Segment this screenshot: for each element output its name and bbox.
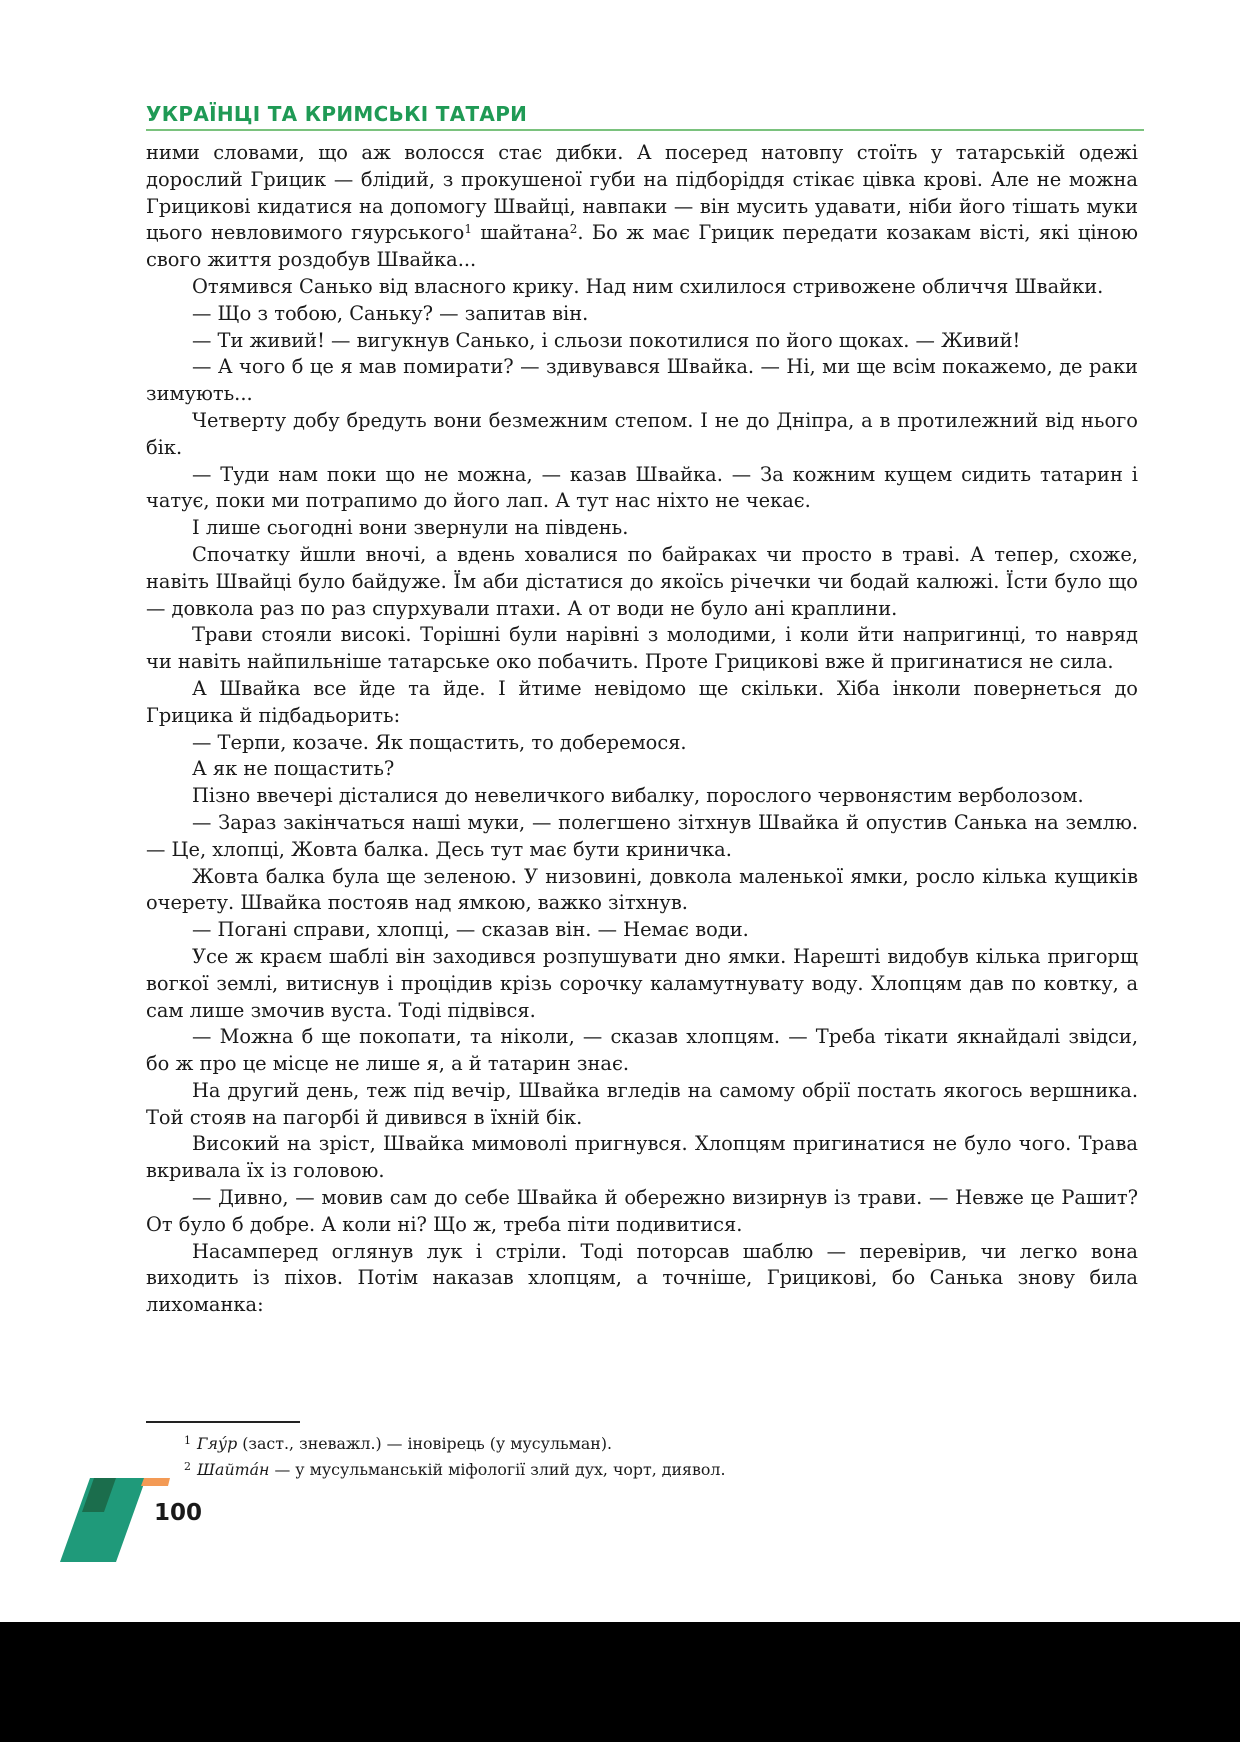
paragraph: Четверту добу бредуть вони безмежним степом. І не до Дніпра, а в протилежний від нього бік. bbox=[146, 408, 1138, 459]
paragraph-text: шайтана bbox=[471, 221, 570, 245]
paragraph: — Туди нам поки що не можна, — казав Швайка. — За кожним кущем сидить татарин і чатує, поки ми потрапимо до його лап. А тут нас ніхто не чекає. bbox=[146, 462, 1138, 513]
paragraph-text: . Бо ж має Грицик передати козакам вісті, які ціною свого життя роздобув Швайка... bbox=[146, 221, 1139, 272]
footnote-ref-2[interactable]: 2 bbox=[569, 222, 578, 237]
paragraph: Насамперед оглянув лук і стріли. Тоді поторсав шаблю — перевірив, чи легко вона виходить із піхов. Потім наказав хлопцям, а точніше, Грицикові, бо Санька знову била лихоманка: bbox=[146, 1239, 1138, 1317]
footnote-2 bbox=[146, 1457, 1136, 1483]
running-head-title: УКРАЇНЦІ ТА КРИМСЬКІ ТАТАРИ bbox=[146, 102, 528, 126]
footnote-text: (заст., зневажл.) — іновірець (у мусульман). bbox=[237, 1434, 613, 1453]
deco-shape-orange bbox=[141, 1478, 170, 1486]
paragraph: А як не пощастить? bbox=[192, 757, 395, 781]
paragraph: — А чого б це я мав помирати? — здивувався Швайка. — Ні, ми ще всім покажемо, де раки зимують... bbox=[146, 355, 1138, 406]
footnote-1 bbox=[146, 1431, 1136, 1457]
paragraph: Жовта балка була ще зеленою. У низовині, довкола маленької ямки, росло кілька кущиків очерету. Швайка постояв над ямкою, важко зітхнув. bbox=[146, 864, 1138, 915]
paragraph: — Ти живий! — вигукнув Санько, і сльози покотилися по його щоках. — Живий! bbox=[192, 328, 1021, 352]
paragraph: — Дивно, — мовив сам до себе Швайка й обережно визирнув із трави. — Невже це Рашит? От було б добре. А коли ні? Що ж, треба піти подивитися. bbox=[146, 1186, 1138, 1236]
paragraph: — Зараз закінчаться наші муки, — полегшено зітхнув Швайка й опустив Санька на землю. — Це, хлопці, Жовта балка. Десь тут має бути криничка. bbox=[146, 810, 1138, 861]
paragraph: Отямився Санько від власного крику. Над ним схилилося стривожене обличчя Швайки. bbox=[192, 274, 1104, 298]
footnote-mark: 1 bbox=[184, 1434, 191, 1447]
paragraph: Усе ж краєм шаблі він заходився розпушувати дно ямки. Нарешті видобув кілька пригорщ вогкої землі, витиснув і процідив крізь сорочку каламутнувату воду. Хлопцям дав по ковтку, а сам лише змочив вуста. Тоді підвівся. bbox=[146, 944, 1138, 1022]
footnote-text: — у мусульманській міфології злий дух, чорт, диявол. bbox=[269, 1460, 726, 1479]
page-number: 100 bbox=[154, 1500, 203, 1526]
paragraph: Спочатку йшли вночі, а вдень ховалися по байраках чи просто в траві. А тепер, схоже, навіть Швайці було байдуже. Їм аби дістатися до якоїсь річечки чи бодай калюжі. Їсти було що — довкола раз по раз спурхували птахи. А от води не було ані краплини. bbox=[146, 542, 1138, 620]
footnote-divider bbox=[146, 1421, 300, 1423]
paragraph: — Можна б ще покопати, та ніколи, — сказав хлопцям. — Треба тікати якнайдалі звідси, бо ж про це місце не лише я, а й татарин знає. bbox=[146, 1025, 1138, 1076]
paragraph-text: ними словами, що аж волосся стає дибки. А посеред натовпу стоїть у татарській одежі дорослий Грицик — блідий, з прокушеної губи на підборіддя стікає цівка крові. Але не можна Грицикові кидатися на допомогу Швайці, навпаки — він мусить удавати, ніби його тішать муки цього невловимого гяурського bbox=[146, 141, 1138, 245]
paragraph: А Швайка все йде та йде. І йтиме невідомо ще скільки. Хіба інколи повернеться до Грицика й підбадьорить: bbox=[146, 676, 1138, 727]
paragraph: Пізно ввечері дісталися до невеличкого вибалку, порослого червонястим верболозом. bbox=[192, 784, 1084, 808]
paragraph: Трави стояли високі. Торішні були нарівні з молодими, і коли йти напригинці, то навряд чи навіть найпильніше татарське око побачить. Проте Грицикові вже й пригинатися не сила. bbox=[146, 623, 1138, 674]
footnote-mark: 2 bbox=[184, 1460, 191, 1473]
footnotes bbox=[146, 1431, 1136, 1483]
paragraph: — Що з тобою, Саньку? — запитав він. bbox=[192, 301, 589, 325]
footnote-term: Шайта́н bbox=[197, 1460, 270, 1479]
paragraph: І лише сьогодні вони звернули на південь. bbox=[192, 516, 629, 540]
paragraph bbox=[146, 140, 1138, 274]
paragraph: — Погані справи, хлопці, — сказав він. — Немає води. bbox=[192, 918, 749, 942]
header-divider bbox=[146, 129, 1144, 131]
paragraph: На другий день, теж під вечір, Швайка вгледів на самому обрії постать якогось вершника. Той стояв на пагорбі й дивився в їхній бік. bbox=[146, 1078, 1138, 1129]
story-text bbox=[146, 140, 1138, 1319]
footnote-term: Гяу́р bbox=[197, 1434, 238, 1453]
paragraph: — Терпи, козаче. Як пощастить, то доберемося. bbox=[192, 730, 687, 754]
footnote-ref-1[interactable]: 1 bbox=[464, 222, 472, 237]
paragraph: Високий на зріст, Швайка мимоволі пригнувся. Хлопцям пригинатися не було чого. Трава вкривала їх із головою. bbox=[146, 1132, 1138, 1183]
